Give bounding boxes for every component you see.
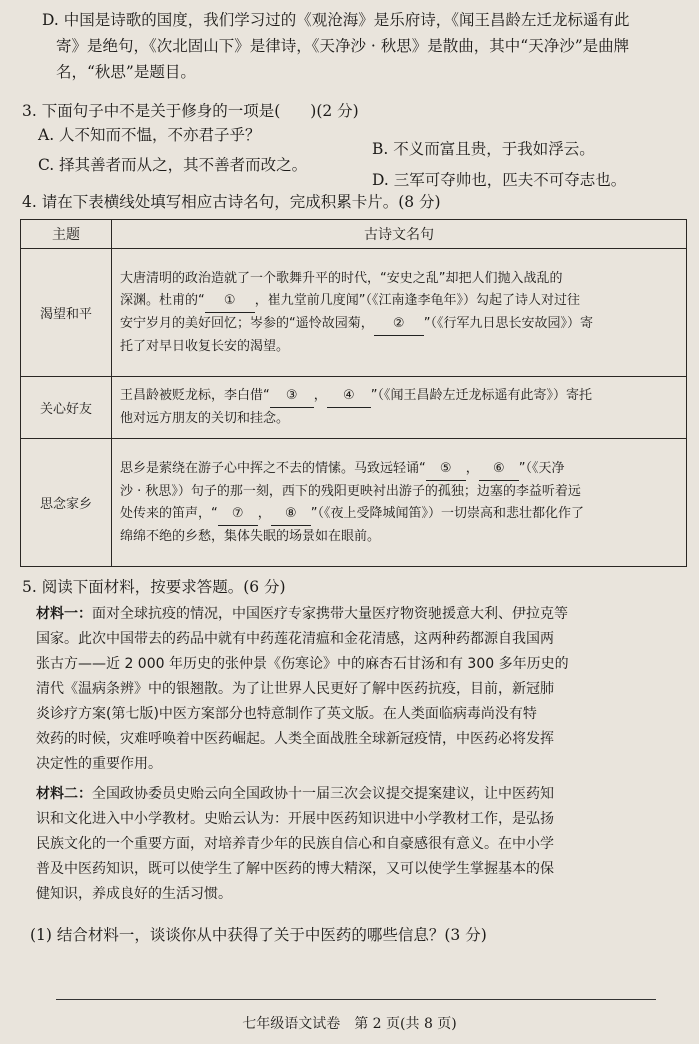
poem-text: ”（《夜上受降城闻笛》）一切崇高和悲壮都化作了 [310, 505, 585, 521]
poem-line: 他对远方朋友的关切和挂念。 [120, 411, 290, 426]
material-two-label: 材料二： [36, 786, 92, 802]
poem-line: 沙 · 秋思》）句子的那一刻，西下的残阳更映衬出游子的孤独；边塞的李益听着远 [120, 483, 581, 499]
blank-4[interactable]: ④ [327, 385, 371, 408]
material-line: 普及中医药知识，既可以使学生了解中医药的博大精深，又可以使学生掌握基本的保 [36, 861, 554, 877]
poem-text: ， [257, 505, 271, 521]
blank-1[interactable]: ① [205, 290, 255, 313]
material-line: 张古方——近 2 000 年历史的张仲景《伤寒论》中的麻杏石甘汤和有 300 多年历史的 [36, 656, 569, 672]
poem-line [120, 290, 678, 313]
option-d-line3: 名，“秋思”是题目。 [56, 63, 196, 81]
material-two [36, 782, 676, 907]
material-line: 民族文化的一个重要方面，对培养青少年的民族自信心和自豪感很有意义。在中小学 [36, 836, 554, 852]
blank-8[interactable]: ⑧ [271, 503, 311, 526]
q5-sub1: (1) 结合材料一，谈谈你从中获得了关于中医药的哪些信息？(3 分) [30, 926, 487, 944]
material-line: 决定性的重要作用。 [36, 756, 162, 772]
poem-text: ”（《闻王昌龄左迁龙标遥有此寄》）寄托 [370, 388, 593, 403]
poem-text: ，崔九堂前几度闻”（《江南逢李龟年》）勾起了诗人对过往 [254, 292, 580, 308]
blank-6[interactable]: ⑥ [479, 458, 519, 481]
poem-line [120, 503, 678, 526]
material-text: 面对全球抗疫的情况，中国医疗专家携带大量医疗物资驰援意大利、伊拉克等 [92, 606, 568, 622]
poem-line [120, 313, 678, 336]
blank-2[interactable]: ② [374, 313, 424, 336]
poem-line [120, 458, 678, 481]
poem-text: 安宁岁月的美好回忆；岑参的“遥怜故园菊， [120, 315, 374, 331]
poem-text: 处传来的笛声，“ [120, 505, 218, 521]
page-footer: 七年级语文试卷 第 2 页(共 8 页) [242, 1016, 457, 1032]
q3-score: )(2 分) [310, 102, 359, 120]
poem-cell [112, 249, 687, 377]
poem-cell [112, 377, 687, 439]
poem-text: ”（《行军九日思长安故园》）寄 [423, 315, 593, 331]
q3-option-a: A. 人不知而不愠，不亦君子乎？ [38, 126, 261, 144]
q3-option-d: D. 三军可夺帅也，匹夫不可夺志也。 [372, 171, 627, 189]
poem-text: ， [465, 460, 479, 476]
header-topic: 主题 [21, 220, 112, 249]
material-line: 国家。此次中国带去的药品中就有中药莲花清瘟和金花清感，这两种药都源自我国两 [36, 631, 554, 647]
q3-stem [22, 101, 359, 122]
option-d-line2: 寄》是绝句，《次北固山下》是律诗，《天净沙 · 秋思》是散曲，其中“天净沙”是曲牌 [56, 37, 630, 55]
topic-cell: 渴望和平 [21, 249, 112, 377]
q3-option-c: C. 择其善者而从之，其不善者而改之。 [38, 156, 308, 174]
poem-card-table [20, 219, 687, 567]
material-line: 炎诊疗方案(第七版)中医方案部分也特意制作了英文版。在人类面临病毒尚没有特 [36, 706, 537, 722]
table-header-row [21, 220, 687, 249]
material-line [36, 602, 676, 627]
topic-cell: 关心好友 [21, 377, 112, 439]
blank-7[interactable]: ⑦ [218, 503, 258, 526]
material-text: 全国政协委员史贻云向全国政协十一届三次会议提交提案建议，让中医药知 [92, 786, 554, 802]
q4-stem: 4. 请在下表横线处填写相应古诗名句，完成积累卡片。(8 分) [22, 193, 441, 211]
poem-line [120, 385, 678, 408]
material-line: 效药的时候，灾难呼唤着中医药崛起。人类全面战胜全球新冠疫情，中医药必将发挥 [36, 731, 554, 747]
topic-cell: 思念家乡 [21, 439, 112, 567]
poem-text: 王昌龄被贬龙标，李白借“ [120, 388, 270, 403]
material-line: 健知识，养成良好的生活习惯。 [36, 886, 232, 902]
material-one [36, 602, 676, 777]
table-row [21, 249, 687, 377]
poem-text: 深渊。杜甫的“ [120, 292, 205, 308]
blank-5[interactable]: ⑤ [426, 458, 466, 481]
table-row [21, 439, 687, 567]
header-poem: 古诗文名句 [112, 220, 687, 249]
blank-3[interactable]: ③ [270, 385, 314, 408]
option-d-line1: D. 中国是诗歌的国度，我们学习过的《观沧海》是乐府诗，《闻王昌龄左迁龙标遥有此 [42, 11, 630, 29]
poem-text: ， [313, 388, 327, 403]
poem-text: ”（《天净 [518, 460, 565, 476]
material-one-label: 材料一： [36, 606, 92, 622]
q3-option-b: B. 不义而富且贵，于我如浮云。 [372, 140, 595, 158]
poem-text: 思乡是萦绕在游子心中挥之不去的情愫。马致远轻诵“ [120, 460, 426, 476]
poem-line: 大唐清明的政治造就了一个歌舞升平的时代，“安史之乱”却把人们抛入战乱的 [120, 270, 563, 286]
poem-line: 托了对早日收复长安的渴望。 [120, 338, 290, 354]
footer-divider [56, 999, 656, 1000]
material-line [36, 782, 676, 807]
material-line: 识和文化进入中小学教材。史贻云认为：开展中医药知识进中小学教材工作，是弘扬 [36, 811, 554, 827]
q5-stem: 5. 阅读下面材料，按要求答题。(6 分) [22, 578, 286, 596]
material-line: 清代《温病条辨》中的银翘散。为了让世界人民更好了解中医药抗疫，目前，新冠肺 [36, 681, 554, 697]
q3-stem-text: 3. 下面句子中不是关于修身的一项是( [22, 102, 281, 120]
poem-cell [112, 439, 687, 567]
table-row [21, 377, 687, 439]
poem-line: 绵绵不绝的乡愁，集体失眠的场景如在眼前。 [120, 528, 381, 544]
